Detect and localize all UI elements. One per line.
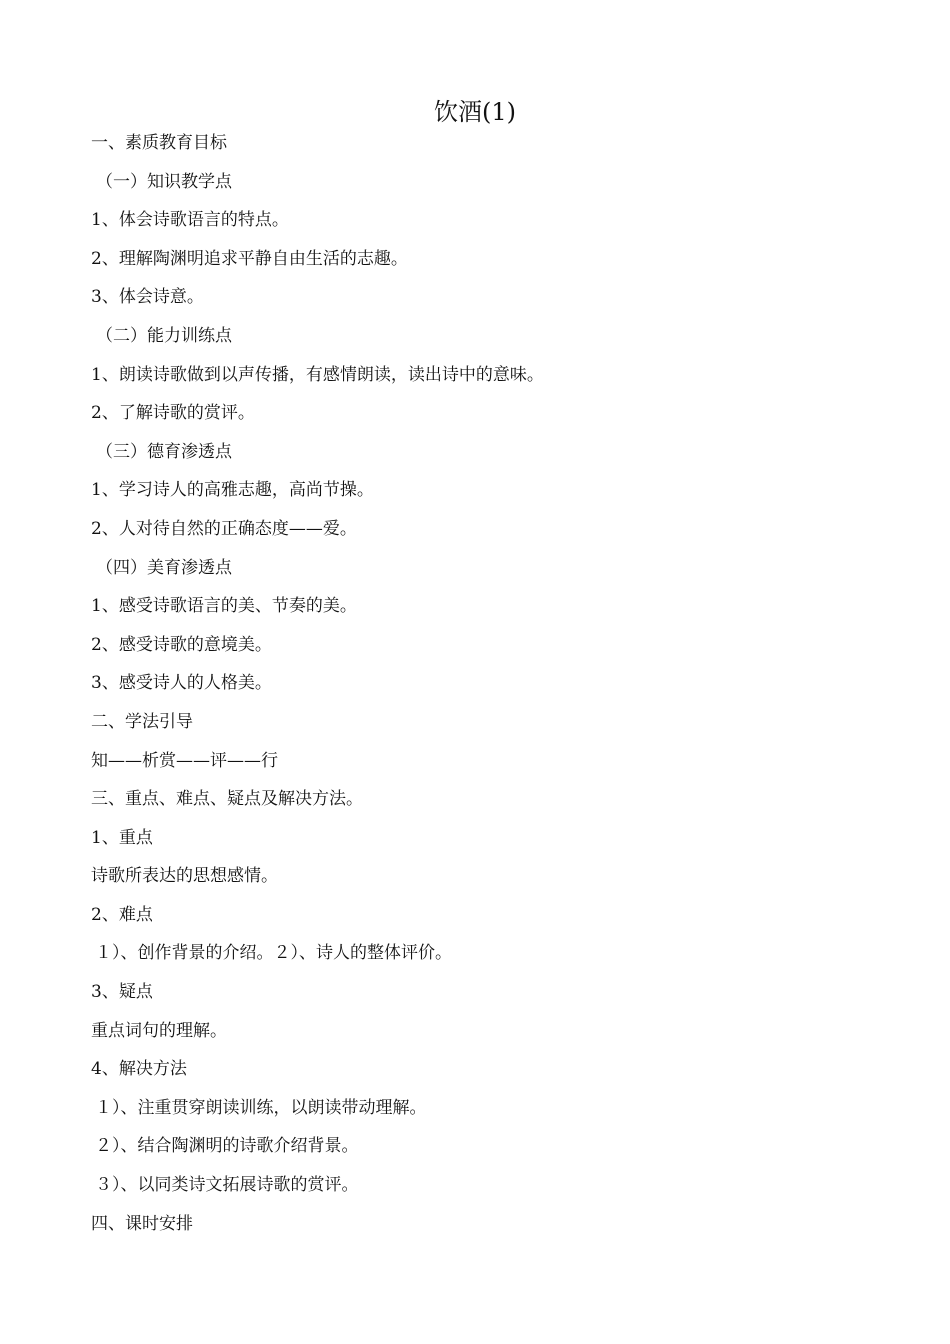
section-heading: 二、学法引导 <box>91 711 193 732</box>
list-item: １）、注重贯穿朗读训练，以朗读带动理解。 <box>95 1097 427 1118</box>
paragraph: 重点词句的理解。 <box>91 1020 227 1041</box>
subsection-heading: （二）能力训练点 <box>96 325 232 346</box>
list-item: 3、感受诗人的人格美。 <box>91 673 272 694</box>
subsection-heading: 1、重点 <box>91 827 153 848</box>
paragraph: 知——析赏——评——行 <box>91 750 278 771</box>
list-item: ３）、以同类诗文拓展诗歌的赏评。 <box>95 1175 359 1196</box>
list-item: １）、创作背景的介绍。２）、诗人的整体评价。 <box>95 943 452 964</box>
subsection-heading: （一）知识教学点 <box>96 171 232 192</box>
list-item: 1、体会诗歌语言的特点。 <box>91 210 289 231</box>
subsection-heading: 4、解决方法 <box>91 1059 187 1080</box>
paragraph: 诗歌所表达的思想感情。 <box>91 866 278 887</box>
subsection-heading: 3、疑点 <box>91 982 153 1003</box>
list-item: 2、感受诗歌的意境美。 <box>91 634 272 655</box>
list-item: 3、体会诗意。 <box>91 287 204 308</box>
list-item: 2、了解诗歌的赏评。 <box>91 403 255 424</box>
document-body <box>91 124 891 1243</box>
section-heading: 三、重点、难点、疑点及解决方法。 <box>91 789 363 810</box>
list-item: 1、感受诗歌语言的美、节奏的美。 <box>91 596 357 617</box>
subsection-heading: （四）美育渗透点 <box>96 557 232 578</box>
list-item: 2、人对待自然的正确态度——爱。 <box>91 518 357 539</box>
list-item: 2、理解陶渊明追求平静自由生活的志趣。 <box>91 248 408 269</box>
subsection-heading: （三）德育渗透点 <box>96 441 232 462</box>
list-item: ２）、结合陶渊明的诗歌介绍背景。 <box>95 1136 359 1157</box>
list-item: 1、学习诗人的高雅志趣，高尚节操。 <box>91 480 374 501</box>
list-item: 1、朗读诗歌做到以声传播，有感情朗读，读出诗中的意味。 <box>91 364 544 385</box>
section-heading: 一、素质教育目标 <box>91 133 227 153</box>
subsection-heading: 2、难点 <box>91 904 153 925</box>
document-title: 饮酒(1) <box>434 98 516 126</box>
section-heading: 四、课时安排 <box>91 1213 193 1234</box>
